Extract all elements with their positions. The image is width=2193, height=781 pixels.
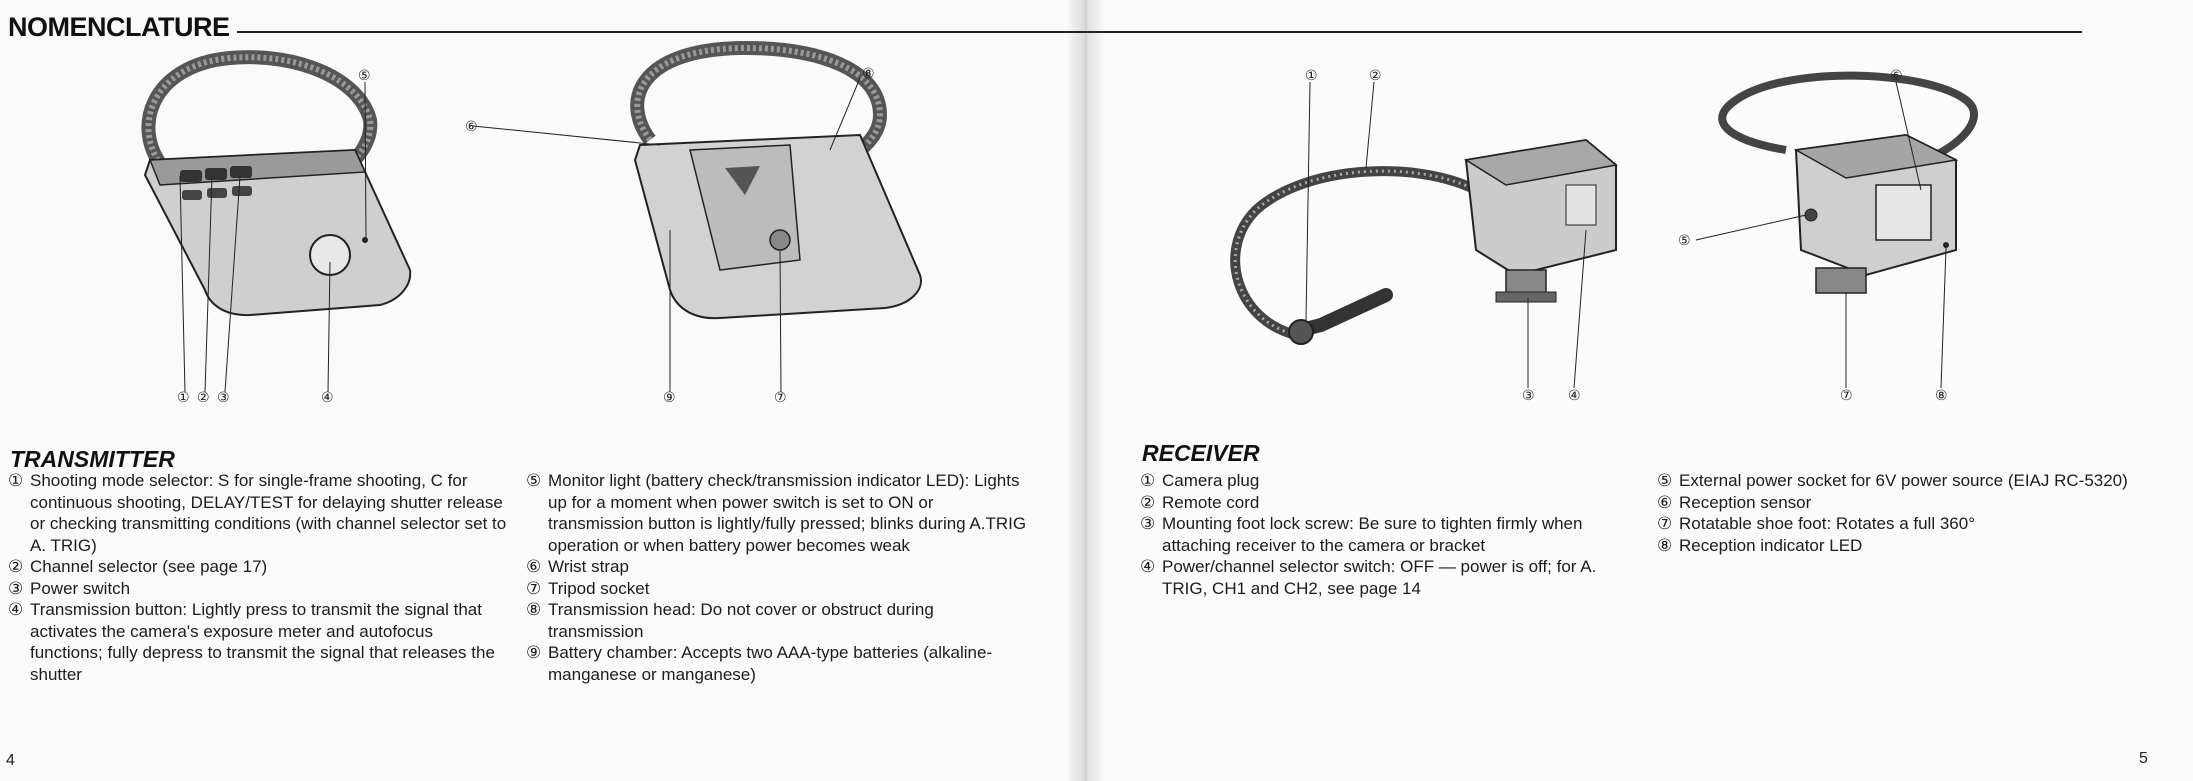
list-item: ② Channel selector (see page 17) bbox=[8, 557, 268, 576]
list-item: ① Shooting mode selector: S for single-frame shooting, C for continuous shooting, DELAY/TEST for delaying shutter release or checking transmitting conditions (with channel selector set to A. TRIG) bbox=[8, 471, 507, 555]
callout-4: ④ bbox=[1568, 388, 1581, 404]
camera-plug-icon bbox=[1289, 320, 1313, 344]
transmitter-heading: TRANSMITTER bbox=[10, 446, 175, 472]
callout-8: ⑧ bbox=[1935, 388, 1948, 404]
list-item: ② Remote cord bbox=[1140, 492, 1260, 512]
list-item: ③ Mounting foot lock screw: Be sure to tighten firmly when attaching receiver to the camera or bracket bbox=[1140, 514, 1583, 555]
callout-7: ⑦ bbox=[774, 390, 787, 406]
callout-3: ③ bbox=[217, 390, 230, 406]
callout-4: ④ bbox=[321, 390, 334, 406]
page-number-right: 5 bbox=[2139, 750, 2148, 767]
list-item: ⑤ External power socket for 6V power source (EIAJ RC-5320) bbox=[1657, 471, 2128, 490]
list-item: ⑦ Tripod socket bbox=[526, 578, 650, 598]
list-item: ⑥ Reception sensor bbox=[1657, 492, 1812, 512]
transmitter-illustration bbox=[0, 0, 1086, 420]
callout-8: ⑧ bbox=[862, 66, 875, 82]
receiver-back-view bbox=[1796, 135, 1956, 293]
callout-1: ① bbox=[177, 390, 190, 406]
callout-9: ⑨ bbox=[663, 390, 676, 406]
right-page bbox=[1086, 0, 2193, 781]
tripod-socket-icon bbox=[770, 230, 790, 250]
power-socket-icon bbox=[1805, 209, 1817, 221]
transmitter-back-view bbox=[635, 135, 921, 318]
receiver-illustration bbox=[1086, 0, 2193, 420]
transmitter-list-col1 bbox=[8, 470, 508, 685]
list-item: ⑤ Monitor light (battery check/transmission indicator LED): Lights up for a moment when power switch is set to ON or transmission button is lightly/fully pressed; blinks during A.TRIG operation or when battery power becomes weak bbox=[526, 471, 1027, 555]
callout-1: ① bbox=[1305, 68, 1318, 84]
receiver-heading: RECEIVER bbox=[1142, 440, 1260, 466]
transmitter-list-col2 bbox=[526, 470, 1031, 685]
list-item: ① Camera plug bbox=[1140, 471, 1260, 490]
callout-6: ⑥ bbox=[1890, 68, 1903, 84]
callout-2: ② bbox=[1369, 68, 1382, 84]
callout-6: ⑥ bbox=[465, 119, 478, 135]
page-number-left: 4 bbox=[6, 752, 15, 769]
list-item: ④ Transmission button: Lightly press to transmit the signal that activates the camera's exposure meter and autofocus functions; fully depress to transmit the signal that releases the shutter bbox=[8, 600, 495, 684]
left-page bbox=[0, 0, 1086, 781]
receiver-list-col1 bbox=[1140, 470, 1610, 599]
list-item: ⑨ Battery chamber: Accepts two AAA-type batteries (alkaline-manganese or manganese) bbox=[526, 643, 993, 684]
transmitter-front-view bbox=[145, 150, 410, 315]
page-title: NOMENCLATURE bbox=[8, 12, 230, 42]
receiver-list-col2 bbox=[1657, 470, 2157, 556]
reception-sensor-icon bbox=[1876, 185, 1931, 240]
receiver-front-view bbox=[1466, 140, 1616, 302]
list-item: ⑥ Wrist strap bbox=[526, 557, 629, 576]
list-item: ⑧ Transmission head: Do not cover or obstruct during transmission bbox=[526, 600, 934, 641]
list-item: ③ Power switch bbox=[8, 578, 131, 598]
callout-3: ③ bbox=[1522, 388, 1535, 404]
list-item: ⑦ Rotatable shoe foot: Rotates a full 360° bbox=[1657, 514, 1975, 533]
callout-2: ② bbox=[197, 390, 210, 406]
callout-5: ⑤ bbox=[1678, 233, 1691, 249]
list-item: ④ Power/channel selector switch: OFF — power is off; for A. TRIG, CH1 and CH2, see page 14 bbox=[1140, 557, 1597, 598]
title-rule bbox=[237, 31, 2082, 33]
list-item: ⑧ Reception indicator LED bbox=[1657, 535, 1863, 555]
callout-7: ⑦ bbox=[1840, 388, 1853, 404]
book-gutter bbox=[1066, 0, 1106, 781]
callout-5: ⑤ bbox=[358, 68, 371, 84]
